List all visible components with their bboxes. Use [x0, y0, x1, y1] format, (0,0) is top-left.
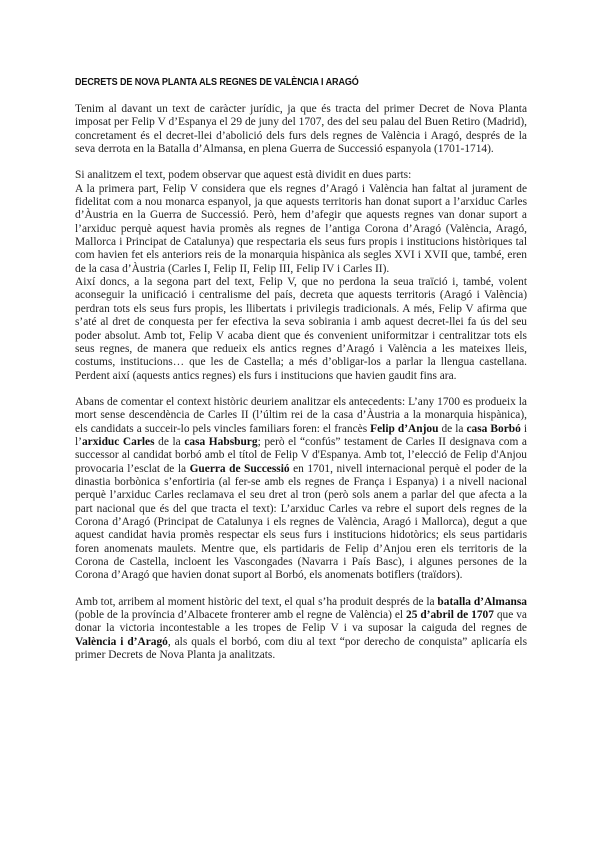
- bold-text: Guerra de Successió: [189, 462, 290, 475]
- text-segment: en 1701, nivell internacional perquè el poder de la dinastia borbònica s’enfortiria (al fer-se amb els regnes de França i Espanya) i a nivell nacional perquè l’arxiduc Carles reclamava el seu dret al tron (però sols anem a parlar del que afecta a la part nacional que és del que tracta el text): L’arxiduc Carles va rebre el suport dels regnes de la Corona d’Aragó (Principat de Catalunya i els regnes de València, Aragó i Mallorca), degut a que aquest candidat havia promès respectar els seus furs i institucions hidotòrics; els seus partidaris foren anomenats maulets. Mentre que, els partidaris de Felip d’Anjou eren els territoris de la Corona de Castella, incloent les Vascongades (Navarra i País Basc), i algunes persones de la Corona d’Aragó que havien donat suport al Borbó, els anomenats botiflers (traïdors).: [75, 462, 527, 582]
- document-title: DECRETS DE NOVA PLANTA ALS REGNES DE VALÈNCIA I ARAGÓ: [75, 76, 359, 88]
- text-segment: A la primera part, Felip V considera que els regnes d’Aragó i València han faltat al jurament de fidelitat com a nou monarca espanyol, ja que aquests territoris han donat suport a l’arxiduc Carles d’Àustria en la Guerra de Successió. Però, hem d’afegir que aquests regnes van donar suport a l’arxiduc perquè aquest havia promès als regnes de l’antiga Corona d’Aragó (València, Aragó, Mallorca i Principat de Catalunya) que respectaria els seus furs propis i institucions històriques tal com havien fet els anteriors reis de la monarquia hispànica als segles XVI i XVII que, també, eren de la casa d’Àustria (Carles I, Felip II, Felip III, Felip IV i Carles II).: [75, 182, 527, 275]
- paragraph: [75, 596, 527, 663]
- text-segment: Si analitzem el text, podem observar que aquest està dividit en dues parts:: [75, 169, 412, 182]
- bold-text: arxiduc Carles: [81, 435, 155, 448]
- text-segment: i l’: [75, 422, 527, 448]
- text-segment: ; però el “confús” testament de Carles II designava com a successor al candidat borbó amb el títol de Felip V d'Espanya. Amb tot, l’elecció de Felip d'Anjou provocaria l’esclat de la: [75, 435, 527, 475]
- text-segment: (poble de la província d’Albacete fronterer amb el regne de València) el: [75, 609, 406, 622]
- text-segment: Tenim al davant un text de caràcter jurídic, ja que és tracta del primer Decret de Nova Planta imposat per Felip V d’Espanya el 29 de juny del 1707, des del seu palau del Buen Retiro (Madrid), concretament és el decret-llei d’abolició dels furs dels regnes de València i Aragó, després de la seva derrota en la Batalla d’Almansa, en plena Guerra de Successió espanyola (1701-1714).: [75, 103, 527, 156]
- text-segment: de la: [438, 422, 467, 435]
- paragraph: [75, 169, 527, 182]
- text-segment: Abans de comentar el context històric deuriem analitzar els antecedents: L’any 1700 es produeix la mort sense descendència de Carles II (l’últim rei de la casa d’Àustria a la monarquia hispànica), els candidats a succeir-lo pels vincles familiars foren: el francès: [75, 395, 527, 435]
- bold-text: 25 d’abril de 1707: [406, 609, 494, 622]
- bold-text: batalla d’Almansa: [437, 595, 527, 608]
- document-page: [75, 76, 527, 662]
- text-segment: Amb tot, arribem al moment històric del text, el qual s’ha produit després de la: [75, 595, 438, 608]
- paragraph: [75, 183, 527, 276]
- text-segment: que va donar la victoria incontestable a les tropes de Felip V i va suposar la caiguda del regnes de: [75, 609, 527, 635]
- bold-text: casa Borbó: [466, 422, 521, 435]
- paragraph: [75, 396, 527, 583]
- text-segment: Així doncs, a la segona part del text, Felip V, que no perdona la seua traïció i, també, volent aconseguir la unificació i centralisme del país, decreta que aquests territoris (Aragó i València) perdran tots els seus furs propis, les llibertats i privilegis tradicionals. A més, Felip V afirma que s’até al dret de conquesta per fer efectiva la seva sobirania i amb aquest decret-llei fa ús del seu poder absolut. Amb tot, Felip V acaba dient que és convenient uniformitzar i centralitzar tots els seus regnes, de manera que redueix els antics regnes d’Aragó i València a les mateixes lleis, costums, institucions… que les de Castella; a més d’obligar-los a parlar la llengua castellana. Perdent així (aquests antics regnes) els furs i institucions que havien gaudit fins ara.: [75, 276, 527, 382]
- bold-text: casa Habsburg: [184, 435, 258, 448]
- paragraph: [75, 276, 527, 383]
- text-segment: de la: [154, 435, 185, 448]
- bold-text: Felip d’Anjou: [370, 422, 439, 435]
- text-segment: , als quals el borbó, com diu al text “por derecho de conquista” aplicaría els primer Decrets de Nova Planta ja analitzats.: [75, 635, 527, 662]
- paragraph: [75, 103, 527, 156]
- bold-text: València i d’Aragó: [75, 635, 168, 648]
- document-body: [75, 103, 527, 662]
